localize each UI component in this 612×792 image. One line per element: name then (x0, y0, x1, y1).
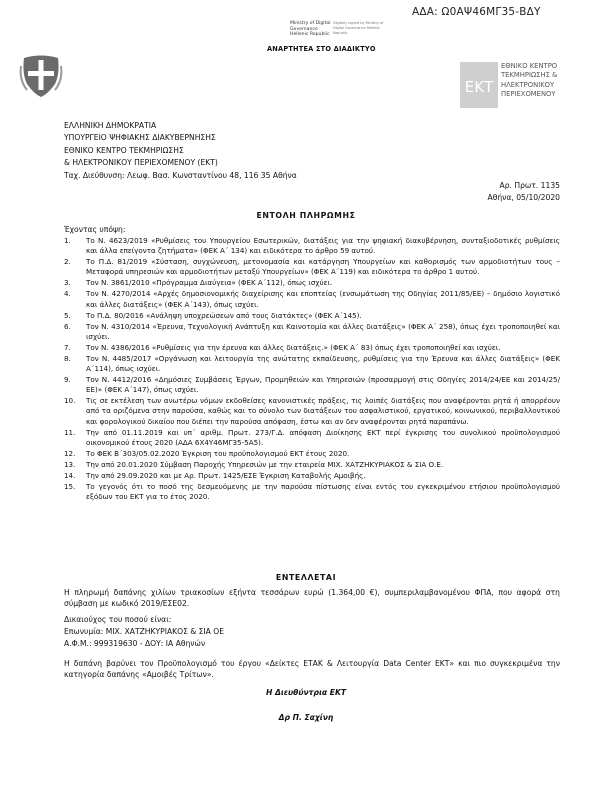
consideration-item (64, 396, 560, 427)
consideration-text: Τον Ν. 3861/2010 «Πρόγραμμα Διαύγεια» (ΦΕΚ Α΄112), όπως ισχύει. (86, 278, 333, 288)
publication-notice: ΑΝΑΡΤΗΤΕΑ ΣΤΟ ΔΙΑΔΙΚΤΥΟ (267, 45, 376, 53)
protocol-date: Αθήνα, 05/10/2020 (487, 193, 560, 203)
ekt-logo-icon (460, 62, 498, 108)
sender-address-block (64, 120, 297, 182)
consideration-text: Το Ν. 4623/2019 «Ρυθμίσεις του Υπουργείου Εσωτερικών, διατάξεις για την ψηφιακή διακυβέρνηση, συνταξιοδοτικές ρυθμίσεις και άλλα επείγοντα ζητήματα» (ΦΕΚ Α΄ 134) και ειδικότερα το άρθρο 59 αυτού. (86, 236, 560, 256)
consideration-text: Το ΦΕΚ Β΄303/05.02.2020 Έγκριση του προϋπολογισμού ΕΚΤ έτους 2020. (86, 448, 350, 458)
consideration-item (64, 353, 560, 374)
ada-code: ΑΔΑ: Ω0ΑΨ46ΜΓ35-ΒΔΥ (412, 6, 541, 18)
consideration-text: Τον Ν. 4270/2014 «Αρχές δημοσιονομικής διαχείρισης και εποπτείας (ενσωμάτωση της Οδηγίας 2011/85/ΕΕ) – δημόσιο λογιστικό και άλλες διατάξεις» (ΦΕΚ Α΄143), όπως ισχύει. (86, 289, 560, 309)
considerations-intro: Έχοντας υπόψη: (64, 225, 126, 234)
consideration-number: 3. (64, 278, 71, 288)
decision-title: ΕΝΤΕΛΛΕΤΑΙ (275, 573, 337, 582)
consideration-item (64, 321, 560, 342)
consideration-text: Τις σε εκτέλεση των ανωτέρω νόμων εκδοθείσες κανονιστικές πράξεις, τις λοιπές διατάξεις που αναφέρονται ρητά ή απορρέουν από τα οριζόμενα στην παρούσα, καθώς και το σύνολο των διατάξεων του ασφαλιστικού, εργατικού, κοινωνικού, περιβαλλοντικού και φορολογικού δικαίου που διέπει την παρούσα απόφαση, έστω και αν δεν αναφέρονται ρητά παραπάνω. (86, 396, 560, 426)
consideration-number: 15. (64, 481, 76, 491)
consideration-item (64, 236, 560, 256)
consideration-item (64, 470, 560, 481)
consideration-item (64, 375, 560, 395)
consideration-text: Την από 01.11.2019 και υπ΄ αριθμ. Πρωτ. 273/Γ.Δ. απόφαση Διοίκησης ΕΚΤ περί έγκρισης του συνολικού προϋπολογισμού οικονομικού έτους 2020 (ΑΔΑ 6Χ4Υ46ΜΓ35-5Α5). (86, 427, 560, 447)
document-title: ΕΝΤΟΛΗ ΠΛΗΡΩΜΗΣ (256, 211, 356, 220)
consideration-number: 12. (64, 448, 76, 458)
consideration-text: Το Π.Δ. 81/2019 «Σύσταση, συγχώνευση, μετονομασία και κατάργηση Υπουργείων και καθορισμός των αρμοδιοτήτων τους – Μεταφορά υπηρεσιών και αρμοδιοτήτων μεταξύ Υπουργείων» (ΦΕΚ Α΄119) και ειδικότερα το άρθρο 1 αυτού. (86, 257, 560, 277)
consideration-text: Τον Ν. 4386/2016 «Ρυθμίσεις για την έρευνα και άλλες διατάξεις.» (ΦΕΚ Α΄ 83) όπως έχει τροποποιηθεί και ισχύει. (86, 342, 501, 352)
signatory-name: Δρ Π. Σαχίνη (278, 713, 334, 722)
hellenic-republic-emblem-icon (18, 52, 64, 98)
protocol-block (420, 180, 560, 205)
consideration-item (64, 427, 560, 448)
digital-signature-stamp: Digitally signed by Ministry of Digital Governance Hellenic Republic (333, 21, 384, 36)
beneficiary-label: Δικαιούχος του ποσού είναι: (64, 615, 172, 624)
consideration-number: 7. (64, 342, 71, 352)
consideration-text: Τον Ν. 4412/2016 «Δημόσιες Συμβάσεις Έργων, Προμηθειών και Υπηρεσιών (προσαρμογή στις Οδηγίες 2014/24/ΕΕ και 2014/25/ΕΕ)» (ΦΕΚ Α΄147), όπως ισχύει. (86, 375, 560, 395)
protocol-number: Αρ. Πρωτ. 1135 (499, 181, 560, 190)
signatory-role: Η Διευθύντρια ΕΚΤ (265, 688, 347, 697)
beneficiary-tax-id: Α.Φ.Μ.: 999319630 - ΔΟΥ: ΙΑ Αθηνών (64, 639, 206, 648)
beneficiary-name: Επωνυμία: ΜΙΧ. ΧΑΤΖΗΚΥΡΙΑΚΟΣ & ΣΙΑ ΟΕ (64, 627, 225, 636)
sender-line: ΥΠΟΥΡΓΕΙΟ ΨΗΦΙΑΚΗΣ ΔΙΑΚΥΒΕΡΝΗΣΗΣ (64, 133, 216, 143)
consideration-number: 2. (64, 257, 71, 267)
consideration-text: Τον Ν. 4310/2014 «Έρευνα, Τεχνολογική Ανάπτυξη και Καινοτομία και άλλες διατάξεις» (ΦΕΚ Α΄ 258), όπως έχει τροποποιηθεί και ισχύει. (86, 321, 560, 341)
consideration-number: 13. (64, 459, 76, 469)
consideration-item (64, 257, 560, 277)
consideration-number: 5. (64, 310, 71, 320)
consideration-number: 14. (64, 470, 76, 480)
consideration-number: 9. (64, 375, 71, 385)
consideration-text: Την από 20.01.2020 Σύμβαση Παροχής Υπηρεσιών με την εταιρεία ΜΙΧ. ΧΑΤΖΗΚΥΡΙΑΚΟΣ & ΣΙΑ Ο.Ε. (86, 459, 444, 469)
consideration-text: Τον Ν. 4485/2017 «Οργάνωση και λειτουργία της ανώτατης εκπαίδευσης, ρυθμίσεις για την Έρευνα και άλλες διατάξεις» (ΦΕΚ Α΄114), όπως ισχύει. (86, 353, 560, 374)
digital-signature-label: Ministry of Digital Governance Hellenic Republic (290, 21, 331, 38)
consideration-number: 1. (64, 236, 71, 245)
consideration-number: 6. (64, 321, 71, 331)
consideration-item (64, 481, 560, 502)
consideration-number: 4. (64, 289, 71, 299)
payment-paragraph: Η πληρωμή δαπάνης χιλίων τριακοσίων εξήντα τεσσάρων ευρώ (1.364,00 €), συμπεριλαμβανομένου ΦΠΑ, που αφορά στη σύμβαση με κωδικό 2019/ΕΣΕ02. (64, 588, 560, 609)
sender-line: Ταχ. Διεύθυνση: Λεωφ. Βασ. Κωνσταντίνου 48, 116 35 Αθήνα (64, 170, 297, 180)
consideration-item (64, 459, 560, 470)
budget-paragraph: Η δαπάνη βαρύνει τον Προϋπολογισμό του έργου «Δείκτες ΕΤΑΚ & Λειτουργία Data Center ΕΚΤ» και πιο συγκεκριμένα την κατηγορία δαπάνης «Αμοιβές Τρίτων». (64, 659, 560, 680)
sender-line: ΕΘΝΙΚΟ ΚΕΝΤΡΟ ΤΕΚΜΗΡΙΩΣΗΣ (64, 145, 184, 155)
svg-text:ΕΚΤ: ΕΚΤ (464, 78, 494, 96)
consideration-number: 8. (64, 353, 71, 363)
considerations-list (64, 236, 560, 503)
consideration-item (64, 289, 560, 309)
consideration-item (64, 342, 560, 353)
ekt-logo-text: ΕΘΝΙΚΟ ΚΕΝΤΡΟ ΤΕΚΜΗΡΙΩΣΗΣ & ΗΛΕΚΤΡΟΝΙΚΟΥ ΠΕΡΙΕΧΟΜΕΝΟΥ (501, 62, 558, 99)
consideration-text: Την από 29.09.2020 και με Αρ. Πρωτ. 1425/ΕΣΕ Έγκριση Καταβολής Αμοιβής. (86, 470, 366, 480)
consideration-item (64, 448, 560, 459)
sender-line: ΕΛΛΗΝΙΚΗ ΔΗΜΟΚΡΑΤΙΑ (64, 121, 157, 130)
consideration-text: Το Π.Δ. 80/2016 «Ανάληψη υποχρεώσεων από τους διατάκτες» (ΦΕΚ Α΄145). (86, 310, 362, 320)
consideration-text: Το γεγονός ότι το ποσό της δεσμευόμενης με την παρούσα πίστωσης είναι εντός του εγκεκριμένου ετήσιου προϋπολογισμού εξόδων του ΕΚΤ για το έτος 2020. (86, 481, 560, 502)
sender-line: & ΗΛΕΚΤΡΟΝΙΚΟΥ ΠΕΡΙΕΧΟΜΕΝΟΥ (ΕΚΤ) (64, 158, 218, 168)
consideration-number: 10. (64, 396, 76, 406)
consideration-number: 11. (64, 427, 76, 437)
consideration-item (64, 278, 560, 288)
consideration-item (64, 310, 560, 321)
